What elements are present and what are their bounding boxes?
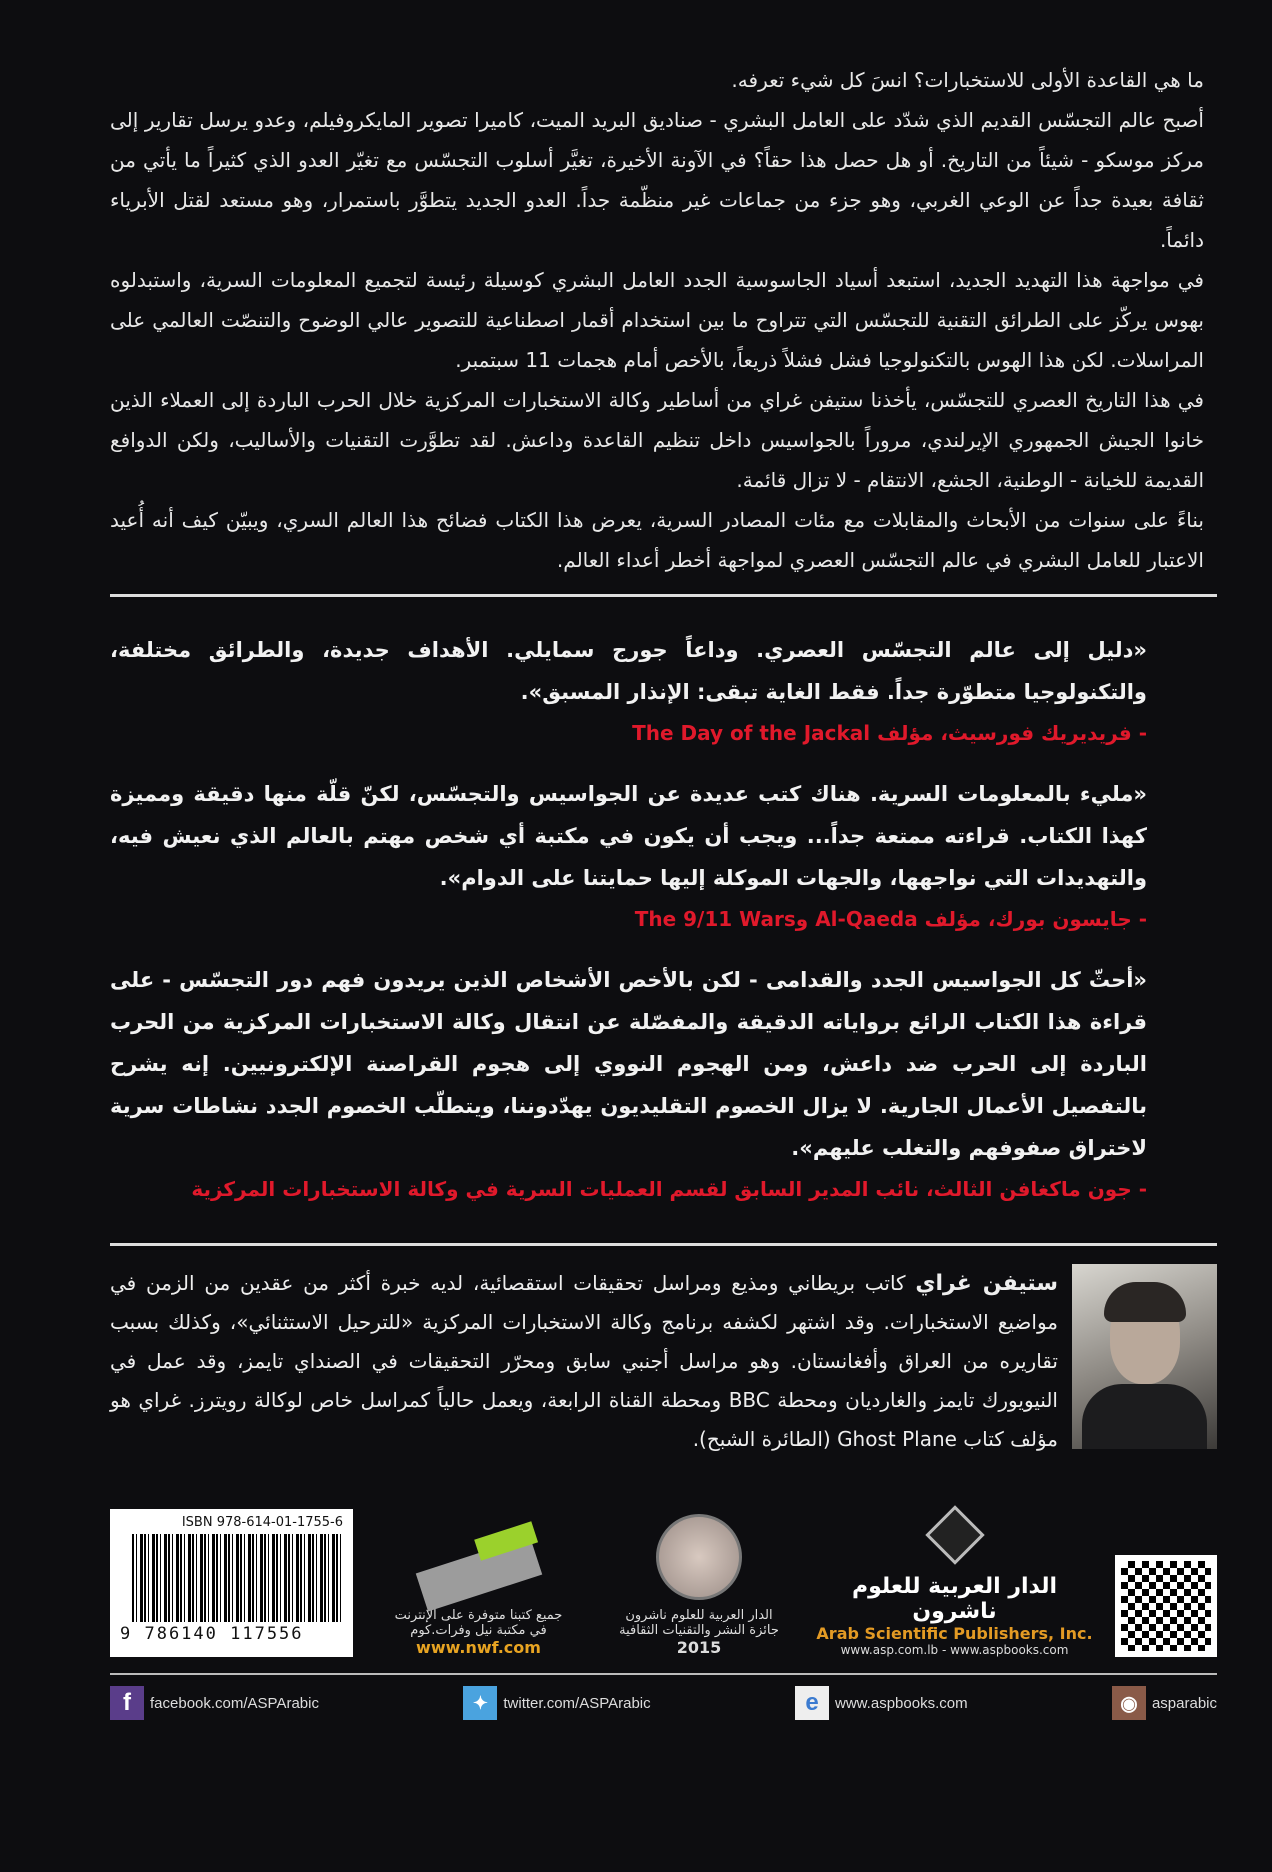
review-quotes [110, 611, 1217, 1229]
review-attribution: - جون ماكغافن الثالث، نائب المدير السابق لقسم العمليات السرية في وكالة الاستخبارات المركزية [191, 1177, 1147, 1201]
blurb-paragraph: بناءً على سنوات من الأبحاث والمقابلات مع مئات المصادر السرية، يعرض هذا الكتاب فضائح هذا العالم السري، ويبيّن كيف أنه أُعيد الاعتبار للعامل البشري في عالم التجسّس العصري لمواجهة أخطر أعداء العالم. [110, 508, 1204, 572]
logos-row [110, 1509, 1217, 1657]
nwf-logo [369, 1554, 589, 1657]
author-photo [1072, 1264, 1217, 1449]
award-line2: جائزة النشر والتقنيات الثقافية [619, 1623, 779, 1638]
award-logo [604, 1514, 794, 1657]
nwf-line2: في مكتبة نيل وفرات.كوم [410, 1623, 547, 1638]
blurb-paragraph: أصبح عالم التجسّس القديم الذي شدّد على العامل البشري - صناديق البريد الميت، كاميرا تصوير المايكروفيلم، وعدو يرسل تقارير إلى مركز موسكو - شيئاً من التاريخ. أو هل حصل هذا حقاً؟ في الآونة الأخيرة، تغيَّر أسلوب التجسّس مع تغيّر العدو الذي كثيراً ما يأتي من ثقافة بعيدة جداً عن الوعي الغربي، وهو جزء من جماعات غير منظّمة جداً. العدو الجديد يتطوَّر باستمرار، وهو مستعد لقتل الأبرياء دائماً. [110, 108, 1204, 252]
author-name: ستيفن غراي [915, 1271, 1058, 1296]
review-quote: «مليء بالمعلومات السرية. هناك كتب عديدة عن الجواسيس والتجسّس، لكنّ قلّة منها دقيقة ومميزة كهذا الكتاب. قراءته ممتعة جداً... ويجب أن يكون في مكتبة أي شخص مهتم بالعالم الذي نعيش فيه، والتهديدات التي نواجهها، والجهات الموكلة إليها حمايتنا على الدوام». [110, 782, 1147, 890]
twitter-icon: ✦ [463, 1686, 497, 1720]
review-quote: «أحثّ كل الجواسيس الجدد والقدامى - لكن بالأخص الأشخاص الذين يريدون فهم دور التجسّس - على قراءة هذا الكتاب الرائع برواياته الدقيقة والمفصّلة عن انتقال وكالة الاستخبارات المركزية من الحرب الباردة إلى الحرب ضد داعش، ومن الهجوم النووي إلى هجوم القراصنة الإلكترونيين. إنه يشرح بالتفصيل الأعمال الجارية. لا يزال الخصوم التقليديون يهدّدوننا، ويتطلّب الخصوم الجدد نشاطات سرية لاختراق صفوفهم والتغلب عليهم». [110, 968, 1147, 1160]
social-label: twitter.com/ASPArabic [503, 1694, 651, 1712]
isbn-barcode [110, 1509, 353, 1657]
author-bio-text: كاتب بريطاني ومذيع ومراسل تحقيقات استقصائية، لديه خبرة أكثر من عقدين من الزمن في مواضيع الاستخبارات. وقد اشتهر لكشفه برنامج وكالة الاستخبارات المركزية «للترحيل الاستثنائي»، وكذلك بسبب تقاريره من العراق وأفغانستان. وهو مراسل أجنبي سابق ومحرّر التحقيقات في الصنداي تايمز، وقد عمل في النيويورك تايمز والغارديان ومحطة BBC ومحطة القناة الرابعة، ويعمل حالياً كمراسل خاص لوكالة رويترز. غراي هو مؤلف كتاب Ghost Plane (الطائرة الشبح). [110, 1271, 1058, 1451]
social-website[interactable] [795, 1683, 968, 1723]
nwf-line1: جميع كتبنا متوفرة على الإنترنت [394, 1608, 563, 1623]
publisher-urls[interactable]: www.asp.com.lb - www.aspbooks.com [840, 1643, 1069, 1657]
divider [110, 1673, 1217, 1675]
publisher-name-en: Arab Scientific Publishers, Inc. [816, 1624, 1093, 1643]
book-blurb [110, 60, 1217, 580]
social-label: asparabic [1151, 1694, 1217, 1712]
social-facebook[interactable] [110, 1683, 319, 1723]
review-quote: «دليل إلى عالم التجسّس العصري. وداعاً جورج سمايلي. الأهداف جديدة، والطرائق مختلفة، والتكنولوجيا متطوّرة جداً. فقط الغاية تبقى: الإنذار المسبق». [110, 638, 1147, 704]
web-browser-icon: e [795, 1686, 829, 1720]
nwf-tag-icon [415, 1536, 541, 1611]
social-twitter[interactable] [463, 1683, 650, 1723]
review-attribution: - فريديريك فورسيث، مؤلف The Day of the Jackal [632, 721, 1147, 745]
award-year: 2015 [676, 1638, 722, 1657]
review-attribution: - جايسون بورك، مؤلف Al-Qaeda وThe 9/11 Wars [634, 907, 1147, 931]
publisher-logo [810, 1514, 1100, 1657]
social-row [110, 1683, 1217, 1723]
blurb-paragraph: في مواجهة هذا التهديد الجديد، استبعد أسياد الجاسوسية الجدد العامل البشري كوسيلة رئيسة لتجميع المعلومات السرية، واستبدلوه بهوس يركّز على الطرائق التقنية للتجسّس التي تتراوح ما بين استخدام أقمار اصطناعية للتصوير عالي الوضوح والتنصّت العالمي على المراسلات. لكن هذا الهوس بالتكنولوجيا فشل فشلاً ذريعاً، بالأخص أمام هجمات 11 سبتمبر. [110, 268, 1204, 372]
barcode-number: 9 786140 117556 [120, 1624, 304, 1644]
award-line1: الدار العربية للعلوم ناشرون [625, 1608, 773, 1623]
social-label: facebook.com/ASPArabic [150, 1694, 319, 1712]
author-bio [110, 1264, 1058, 1459]
isbn-text: ISBN 978-614-01-1755-6 [181, 1515, 343, 1530]
facebook-icon: f [110, 1686, 144, 1720]
publisher-emblem-icon [925, 1505, 984, 1564]
qr-code-icon[interactable] [1115, 1555, 1217, 1657]
nwf-url[interactable]: www.nwf.com [416, 1638, 541, 1657]
author-section [110, 1264, 1217, 1459]
publisher-name-ar: الدار العربية للعلوم ناشرون [851, 1574, 1058, 1624]
divider [110, 594, 1217, 597]
barcode-bars [132, 1534, 343, 1622]
social-label: www.aspbooks.com [835, 1694, 968, 1712]
award-seal-icon [656, 1514, 742, 1600]
divider [110, 1243, 1217, 1246]
blurb-paragraph: في هذا التاريخ العصري للتجسّس، يأخذنا ستيفن غراي من أساطير وكالة الاستخبارات المركزية خلال الحرب الباردة إلى العملاء الذين خانوا الجيش الجمهوري الإيرلندي، مروراً بالجواسيس داخل تنظيم القاعدة وداعش. لقد تطوَّرت التقنيات والأساليب، ولكن الدوافع القديمة للخيانة - الوطنية، الجشع، الانتقام - لا تزال قائمة. [110, 388, 1204, 492]
instagram-icon: ◉ [1112, 1686, 1146, 1720]
social-instagram[interactable] [1112, 1683, 1217, 1723]
blurb-paragraph: ما هي القاعدة الأولى للاستخبارات؟ انسَ كل شيء تعرفه. [731, 68, 1204, 92]
